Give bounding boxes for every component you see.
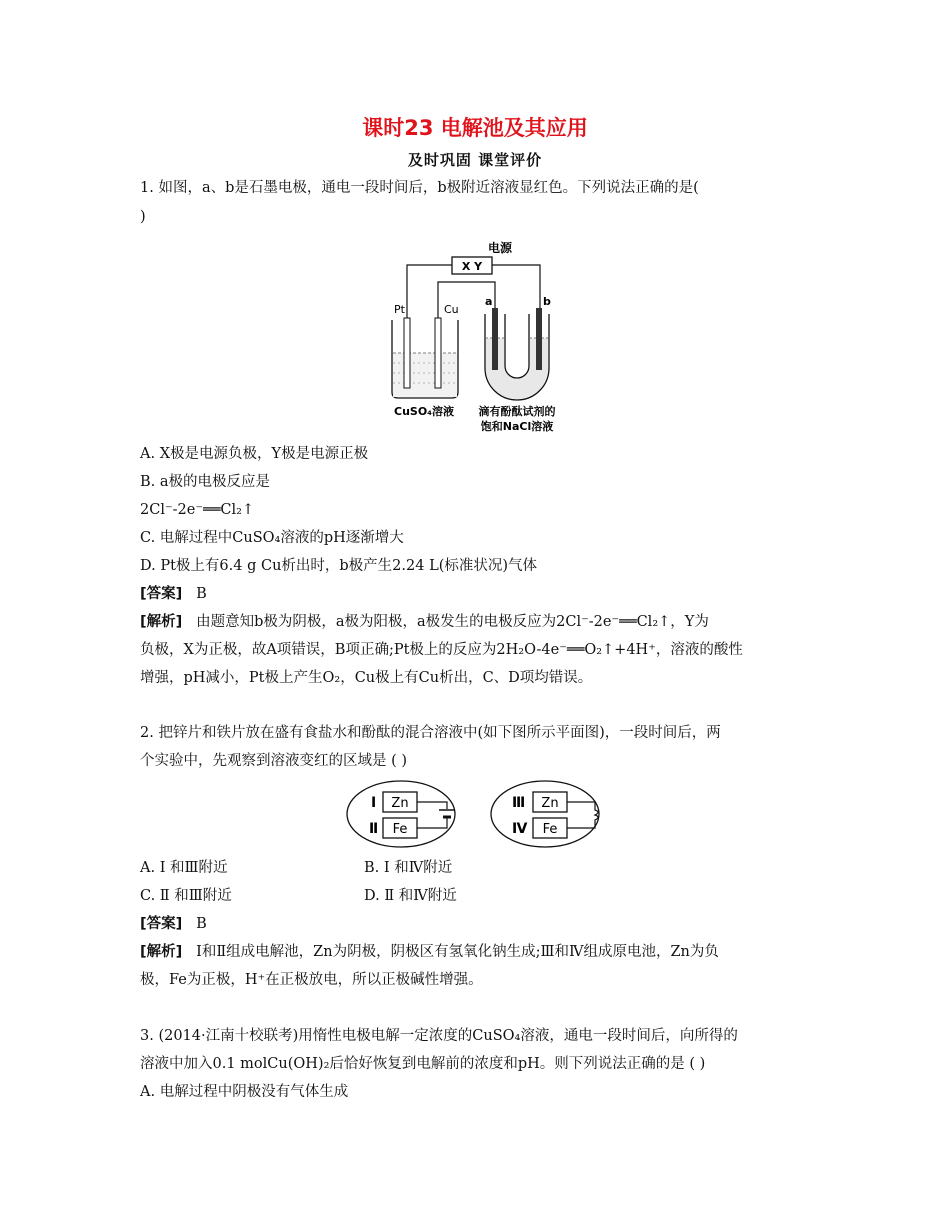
region-4-label: Ⅳ	[512, 821, 528, 837]
zn-label-left: Zn	[391, 796, 409, 811]
q1-analysis-line3: 增强，pH减小，Pt极上产生O₂，Cu极上有Cu析出，C、D项均错误。	[140, 670, 593, 686]
q2-option-d: D. Ⅱ 和Ⅳ附近	[364, 888, 457, 904]
zn-label-right: Zn	[541, 796, 559, 811]
region-2-label: Ⅱ	[369, 821, 379, 837]
q1-answer-tag: [答案]	[140, 586, 183, 602]
xy-label: X Y	[461, 260, 483, 273]
q1-analysis-line1	[140, 612, 709, 632]
q1-option-a: A. X极是电源负极，Y极是电源正极	[140, 446, 369, 462]
fe-label-right: Fe	[542, 822, 558, 837]
cu-electrode	[435, 318, 441, 388]
region-3-label: Ⅲ	[512, 795, 526, 811]
electrode-b-label: b	[543, 295, 551, 308]
electrode-a	[492, 308, 498, 370]
q2-option-c: C. Ⅱ 和Ⅲ附近	[140, 888, 232, 904]
q2-answer-tag: [答案]	[140, 916, 183, 932]
q2-analysis-tag: [解析]	[140, 944, 183, 960]
q2-option-b: B. Ⅰ 和Ⅳ附近	[364, 860, 453, 876]
u-tube-inner	[505, 314, 529, 378]
pt-electrode	[404, 318, 410, 388]
q1-stem-line1: 1. 如图，a、b是石墨电极，通电一段时间后，b极附近溶液显红色。下列说法正确的是(	[140, 180, 699, 196]
q1-analysis-tag: [解析]	[140, 614, 183, 630]
q1-option-d: D. Pt极上有6.4 g Cu析出时，b极产生2.24 L(标准状况)气体	[140, 558, 538, 574]
q2-analysis-line2: 极，Fe为正极，H⁺在正极放电，所以正极碱性增强。	[140, 972, 483, 988]
pt-label: Pt	[394, 303, 405, 316]
q1-option-b-equation: 2Cl⁻-2e⁻══Cl₂↑	[140, 502, 255, 518]
page-subtitle: 及时巩固 课堂评价	[407, 151, 543, 169]
q1-answer: B	[196, 586, 207, 602]
q2-zn-fe-figure	[345, 776, 610, 850]
electrode-a-label: a	[485, 295, 493, 308]
q3-option-a: A. 电解过程中阴极没有气体生成	[140, 1084, 349, 1100]
q1-stem-line2: )	[140, 209, 146, 225]
u-tube-label-1: 滴有酚酞试剂的	[478, 405, 556, 418]
q2-stem-line2: 个实验中，先观察到溶液变红的区域是 ( )	[140, 753, 408, 769]
u-tube-label-2: 饱和NaCl溶液	[480, 420, 554, 433]
electrode-b	[536, 308, 542, 370]
beaker-solution	[393, 353, 457, 397]
q2-option-a: A. Ⅰ 和Ⅲ附近	[140, 860, 228, 876]
q1-electrolysis-figure	[380, 238, 580, 438]
q1-option-b: B. a极的电极反应是	[140, 474, 271, 490]
q2-analysis-text-1: Ⅰ和Ⅱ组成电解池，Zn为阴极，阴极区有氢氧化钠生成;Ⅲ和Ⅳ组成原电池，Zn为负	[196, 944, 719, 960]
q3-stem-line2: 溶液中加入0.1 molCu(OH)₂后恰好恢复到电解前的浓度和pH。则下列说法正确的是 ( )	[140, 1056, 706, 1072]
beaker-solution-label: CuSO₄溶液	[394, 405, 454, 418]
power-source-label: 电源	[487, 241, 513, 255]
q2-analysis-line1	[140, 942, 719, 962]
region-1-label: Ⅰ	[371, 795, 377, 811]
q2-answer: B	[196, 916, 207, 932]
q2-answer-row	[140, 914, 207, 934]
fe-label-left: Fe	[392, 822, 408, 837]
cu-label: Cu	[444, 303, 459, 316]
q1-answer-row	[140, 584, 207, 604]
q1-analysis-text-1: 由题意知b极为阴极，a极为阳极，a极发生的电极反应为2Cl⁻-2e⁻══Cl₂↑，Y为	[196, 614, 709, 630]
q3-stem-line1: 3. (2014·江南十校联考)用惰性电极电解一定浓度的CuSO₄溶液，通电一段时间后，向所得的	[140, 1028, 738, 1044]
q2-stem-line1: 2. 把锌片和铁片放在盛有食盐水和酚酞的混合溶液中(如下图所示平面图)，一段时间后，两	[140, 725, 721, 741]
wire-y-to-b	[492, 265, 540, 316]
q1-option-c: C. 电解过程中CuSO₄溶液的pH逐渐增大	[140, 530, 404, 546]
q1-analysis-line2: 负极，X为正极，故A项错误，B项正确;Pt极上的反应为2H₂O-4e⁻══O₂↑+4H⁺，溶液的酸性	[140, 642, 743, 658]
page-title: 课时23 电解池及其应用	[362, 116, 588, 140]
